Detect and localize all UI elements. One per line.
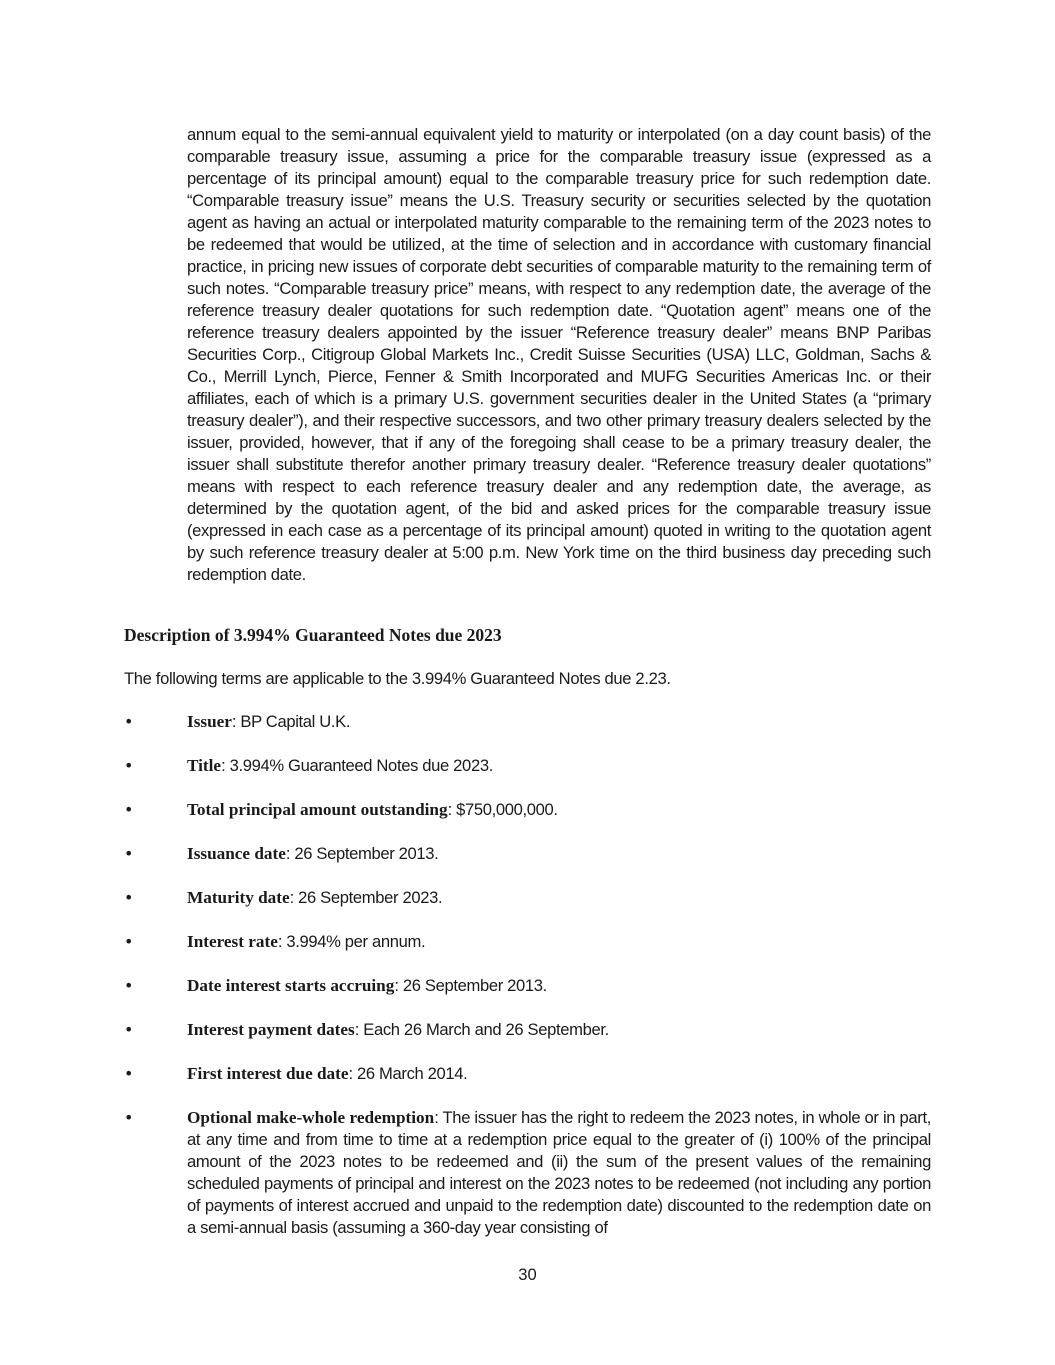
term-label: Issuer	[187, 712, 232, 731]
term-value: : 26 September 2013.	[285, 844, 439, 863]
bullet-icon: •	[124, 844, 134, 863]
terms-list-item	[124, 799, 931, 821]
page-number: 30	[518, 1265, 537, 1284]
bullet-icon: •	[124, 888, 134, 907]
bullet-icon: •	[124, 976, 134, 995]
terms-list-item	[124, 1063, 931, 1085]
term-value: : 26 September 2013.	[394, 976, 547, 995]
continued-paragraph: annum equal to the semi-annual equivalent yield to maturity or interpolated (on a day count basis) of the comparable treasury issue, assuming a price for the comparable treasury issue (expressed as a percentage of its principal amount) equal to the comparable treasury price for such redemption date. “Comparable treasury issue” means the U.S. Treasury security or securities selected by the quotation agent as having an actual or interpolated maturity comparable to the remaining term of the 2023 notes to be redeemed that would be utilized, at the time of selection and in accordance with customary financial practice, in pricing new issues of corporate debt securities of comparable maturity to the remaining term of such notes. “Comparable treasury price” means, with respect to any redemption date, the average of the reference treasury dealer quotations for such redemption date. “Quotation agent” means one of the reference treasury dealers appointed by the issuer “Reference treasury dealer” means BNP Paribas Securities Corp., Citigroup Global Markets Inc., Credit Suisse Securities (USA) LLC, Goldman, Sachs & Co., Merrill Lynch, Pierce, Fenner & Smith Incorporated and MUFG Securities Americas Inc. or their affiliates, each of which is a primary U.S. government securities dealer in the United States (a “primary treasury dealer”), and their respective successors, and two other primary treasury dealers selected by the issuer, provided, however, that if any of the foregoing shall cease to be a primary treasury dealer, the issuer shall substitute therefor another primary treasury dealer. “Reference treasury dealer quotations” means with respect to each reference treasury dealer and any redemption date, the average, as determined by the quotation agent, of the bid and asked prices for the comparable treasury issue (expressed in each case as a percentage of its principal amount) quoted in writing to the quotation agent by such reference treasury dealer at 5:00 p.m. New York time on the third business day preceding such redemption date.	[187, 125, 931, 584]
term-label: Date interest starts accruing	[187, 976, 395, 995]
term-value: : BP Capital U.K.	[231, 712, 351, 731]
intro-paragraph: The following terms are applicable to the 3.994% Guaranteed Notes due 2.23.	[124, 669, 671, 688]
term-value: : 26 March 2014.	[348, 1064, 468, 1083]
bullet-icon: •	[124, 756, 134, 775]
bullet-icon: •	[124, 1064, 134, 1083]
terms-list	[124, 711, 931, 1261]
term-label: Issuance date	[187, 844, 286, 863]
terms-list-item	[124, 755, 931, 777]
bullet-icon: •	[124, 712, 134, 731]
terms-list-item	[124, 975, 931, 997]
term-label: First interest due date	[187, 1064, 349, 1083]
term-label: Total principal amount outstanding	[187, 800, 448, 819]
term-label: Optional make-whole redemption	[187, 1108, 435, 1127]
section-heading: Description of 3.994% Guaranteed Notes due 2023	[124, 625, 502, 645]
terms-list-item	[124, 931, 931, 953]
terms-list-item	[124, 1107, 931, 1239]
bullet-icon: •	[124, 932, 134, 951]
term-label: Interest rate	[187, 932, 278, 951]
bullet-icon: •	[124, 800, 134, 819]
term-value: : 3.994% Guaranteed Notes due 2023.	[221, 756, 493, 775]
term-value: : $750,000,000.	[447, 800, 558, 819]
term-label: Interest payment dates	[187, 1020, 355, 1039]
terms-list-item	[124, 711, 931, 733]
term-value: : 26 September 2023.	[289, 888, 443, 907]
term-label: Maturity date	[187, 888, 290, 907]
term-value: : The issuer has the right to redeem the 2023 notes, in whole or in part, at any time and from time to time at a redemption price equal to the greater of (i) 100% of the principal amount of the 2023 notes to be redeemed and (ii) the sum of the present values of the remaining scheduled payments of principal and interest on the 2023 notes to be redeemed (not including any portion of payments of interest accrued and unpaid to the redemption date) discounted to the redemption date on a semi-annual basis (assuming a 360-day year consisting of	[187, 1108, 931, 1237]
term-value: : 3.994% per annum.	[277, 932, 426, 951]
terms-list-item	[124, 887, 931, 909]
bullet-icon: •	[124, 1020, 134, 1039]
terms-list-item	[124, 1019, 931, 1041]
terms-list-item	[124, 843, 931, 865]
bullet-icon: •	[124, 1108, 134, 1127]
term-value: : Each 26 March and 26 September.	[354, 1020, 609, 1039]
term-label: Title	[187, 756, 222, 775]
